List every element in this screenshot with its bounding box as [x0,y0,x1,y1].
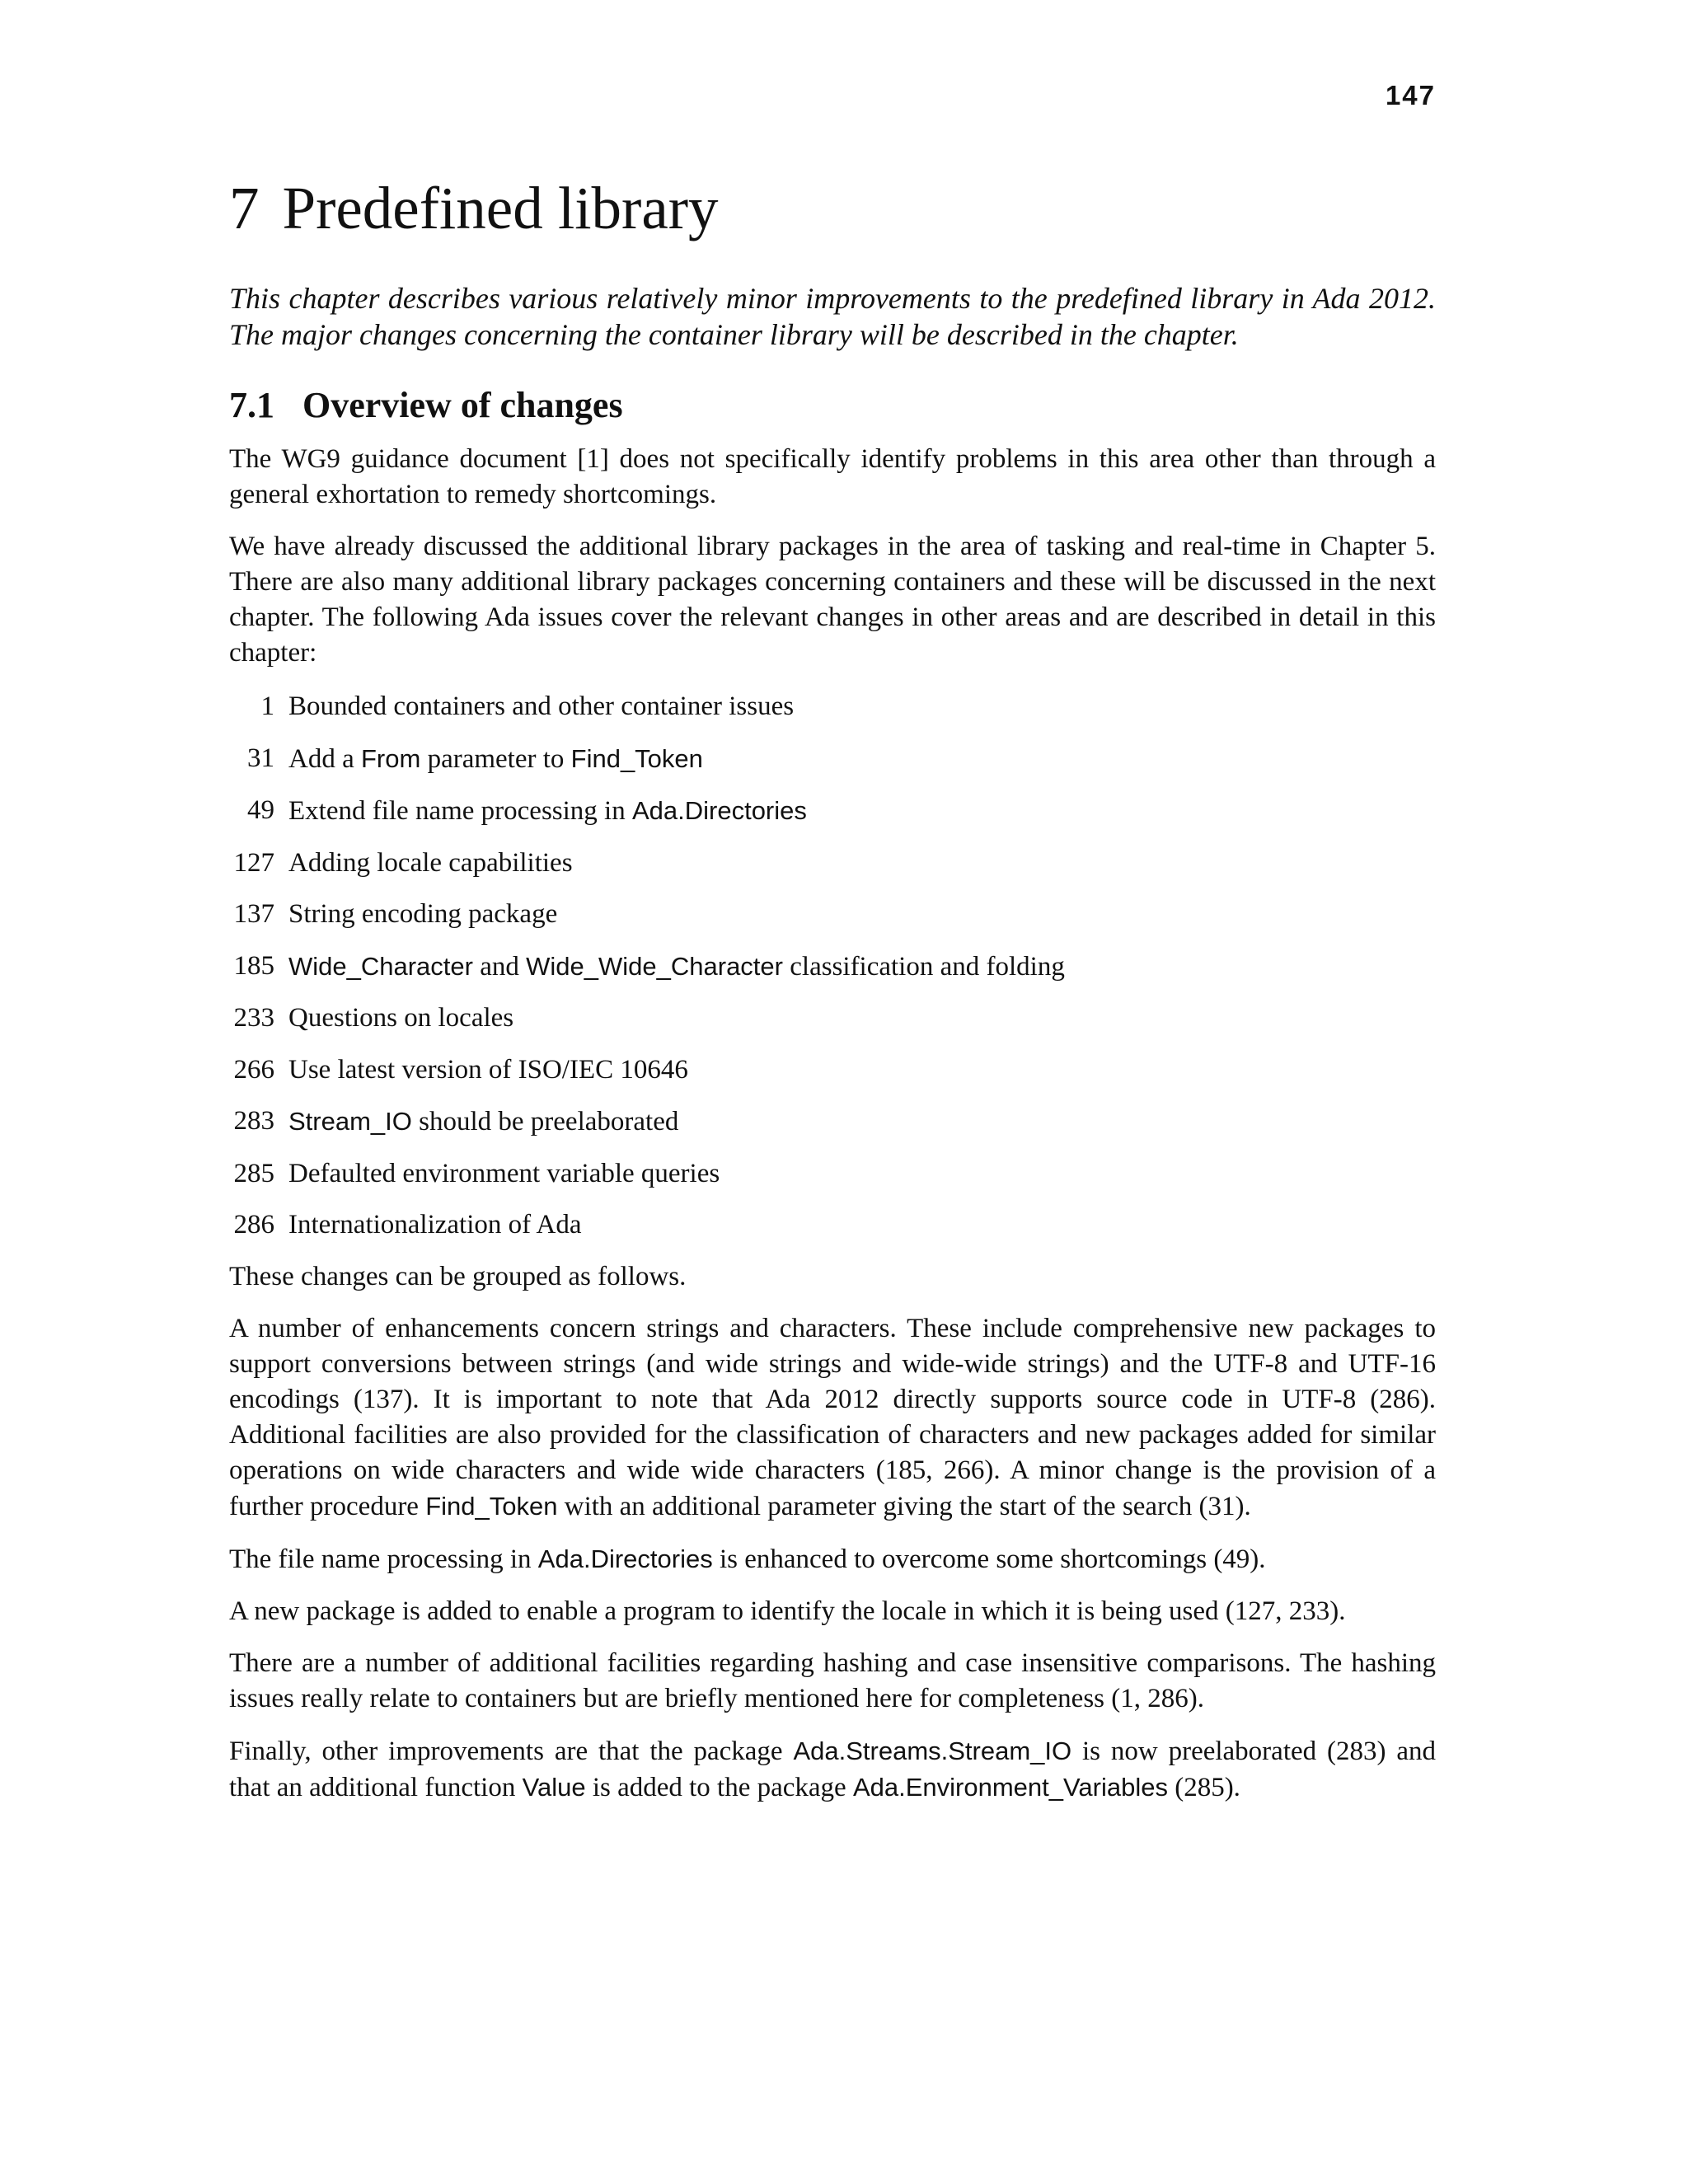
issue-number: 1 [260,691,274,721]
list-item [229,741,1436,777]
list-item [229,1207,1436,1243]
issue-number: 233 [233,1003,274,1033]
section-title [229,382,1436,429]
list-item [229,793,1436,829]
issue-number: 286 [233,1210,274,1240]
issue-text: Bounded containers and other container issues [288,691,795,721]
code-term: Ada.Streams.Stream_IO [793,1736,1072,1765]
paragraph-strings [229,1311,1436,1525]
code-term: From [360,743,421,773]
issue-text-part: parameter to [420,743,571,774]
code-term: Ada.Environment_Variables [852,1772,1168,1802]
page-number: 147 [1385,80,1436,110]
issue-number: 31 [247,743,274,773]
list-item [229,689,1436,724]
code-term: Find_Token [570,743,703,773]
chapter-number: 7 [229,175,260,241]
paragraph-packages: We have already discussed the additional library packages in the area of tasking and real-time in Chapter 5. There are also many additional library packages concerning containers and these will be discussed in the next chapter. The following Ada issues cover the relevant changes in other areas and are described in detail in this chapter: [229,532,1436,668]
issue-text-part: Extend file name processing in [288,796,632,826]
paragraph-directories [229,1541,1436,1577]
text-part: Finally, other improvements are that the package [229,1736,794,1766]
chapter-title [229,171,1436,246]
code-term: Value [522,1772,586,1802]
text-part: is now preelaborated (283) and that an additional function [229,1736,1436,1802]
list-item [229,1156,1436,1192]
list-item [229,1104,1436,1140]
issue-number: 127 [233,847,274,878]
issue-number: 137 [233,899,274,929]
issue-text: String encoding package [288,899,558,929]
text-part: The file name processing in [229,1544,538,1574]
section-number: 7.1 [229,385,274,425]
text-part: with an additional parameter giving the start of the search (31). [557,1491,1251,1521]
issue-text: Defaulted environment variable queries [288,1158,720,1188]
code-term: Stream_IO [288,1107,412,1136]
section-title-text: Overview of changes [302,385,623,425]
issue-text [288,793,807,829]
issue-text [288,741,703,777]
chapter-title-text: Predefined library [282,175,719,241]
paragraph-hashing: There are a number of additional facilities regarding hashing and case insensitive comparisons. The hashing issues really relate to containers but are briefly mentioned here for completeness (1, 286). [229,1647,1436,1713]
issue-number: 285 [233,1158,274,1188]
issue-number: 283 [233,1106,274,1136]
page-content [229,171,1436,1806]
issue-text-part: Add a [288,743,361,774]
list-item [229,1001,1436,1036]
list-item [229,897,1436,932]
code-term: Find_Token [425,1491,558,1521]
list-item [229,949,1436,985]
issue-text-part: should be preelaborated [411,1107,679,1137]
ada-issues-list [229,689,1436,1243]
code-term: Wide_Character [288,951,473,981]
list-item [229,846,1436,881]
issue-number: 185 [233,950,274,981]
issue-number: 49 [247,795,274,825]
issue-text [288,949,1065,985]
code-term: Ada.Directories [631,796,807,825]
text-part: is added to the package [585,1772,853,1802]
issue-number: 266 [233,1054,274,1085]
text-part: A number of enhancements concern strings and characters. These include comprehensive new packages to support conversions between strings (and wide strings and wide-wide strings) and the UTF-8 and UTF-16 encodings (137). It is important to note that Ada 2012 directly supports source code in UTF-8 (286). Additional facilities are also provided for the classification of characters and new packages added for similar operations on wide characters and wide wide characters (185, 266). A minor change is the provision of a further procedure [229,1313,1436,1521]
paragraph-wg9: The WG9 guidance document [1] does not specifically identify problems in this area other than through a general exhortation to remedy shortcomings. [229,444,1436,509]
paragraph-finally [229,1733,1436,1806]
issue-text: Adding locale capabilities [288,847,573,878]
list-item [229,1052,1436,1088]
code-term: Wide_Wide_Character [526,951,783,981]
issue-text: Use latest version of ISO/IEC 10646 [288,1054,688,1085]
issue-text [288,1104,678,1140]
issue-text: Internationalization of Ada [288,1210,582,1240]
issue-text-part: classification and folding [783,951,1065,982]
paragraph-grouped: These changes can be grouped as follows. [229,1261,687,1291]
code-term: Ada.Directories [537,1544,713,1573]
text-part: (285). [1167,1772,1240,1802]
chapter-intro: This chapter describes various relatively minor improvements to the predefined library in Ada 2012. The major changes concerning the container library will be described in the chapter. [229,282,1436,351]
text-part: is enhanced to overcome some shortcomings (49). [712,1544,1266,1574]
issue-text: Questions on locales [288,1003,514,1033]
issue-text-part: and [472,951,527,982]
paragraph-locale: A new package is added to enable a program to identify the locale in which it is being used (127, 233). [229,1596,1346,1626]
